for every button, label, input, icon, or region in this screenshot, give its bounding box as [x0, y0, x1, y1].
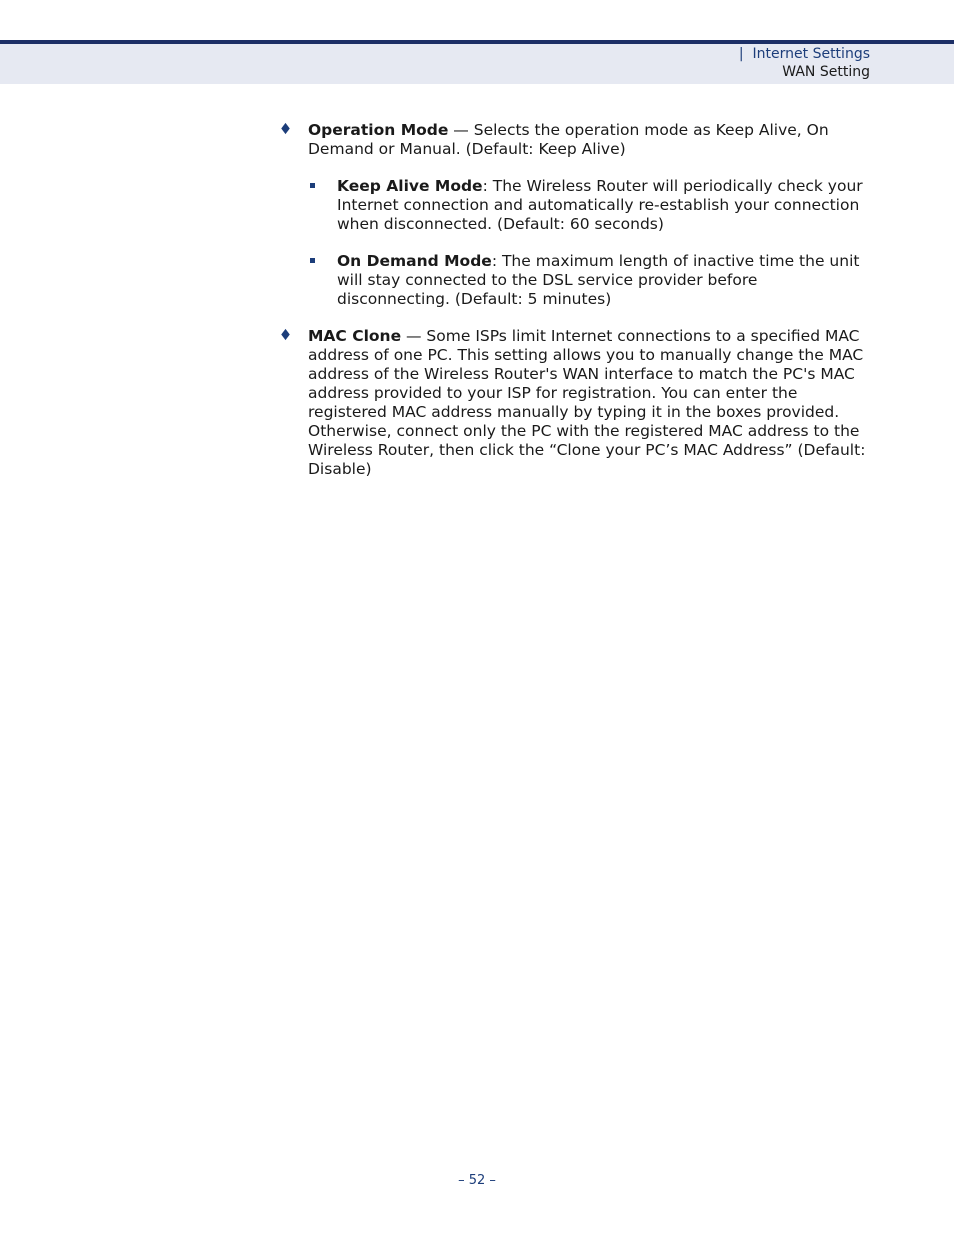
subitem-text: : The Wireless Router will periodically check your Internet connection and automatically re-establish your connection when disconnected. (Default: 60 seconds) [337, 177, 863, 233]
header-pipe: | [738, 46, 744, 62]
sublist-item-keep-alive [281, 177, 871, 234]
diamond-bullet-icon [281, 329, 290, 340]
sublist-item-on-demand [281, 252, 871, 309]
list-item-operation-mode [281, 121, 871, 159]
square-bullet-icon [310, 183, 315, 188]
subitem-text: : The maximum length of inactive time the unit will stay connected to the DSL service provider before disconnecting. (Default: 5 minutes) [337, 252, 860, 308]
running-header [739, 45, 870, 81]
item-term: Operation Mode [308, 121, 449, 139]
item-text: — Selects the operation mode as Keep Alive, On Demand or Manual. (Default: Keep Alive) [308, 121, 829, 158]
page-number: – 52 – [458, 1173, 496, 1188]
main-content [281, 121, 871, 497]
subitem-term: Keep Alive Mode [337, 177, 483, 195]
item-text: — Some ISPs limit Internet connections to a specified MAC address of one PC. This setting allows you to manually change the MAC address of the Wireless Router's WAN interface to match the PC's MAC address provided to your ISP for registration. You can enter the registered MAC address manually by typing it in the boxes provided. Otherwise, connect only the PC with the registered MAC address to the Wireless Router, then click the “Clone your PC’s MAC Address” (Default: Disable) [308, 327, 866, 478]
list-item-mac-clone [281, 327, 871, 479]
subitem-term: On Demand Mode [337, 252, 492, 270]
item-term: MAC Clone [308, 327, 402, 345]
diamond-bullet-icon [281, 123, 290, 134]
header-section-title: Internet Settings [752, 46, 870, 62]
header-subsection: WAN Setting [782, 64, 870, 80]
header-section [739, 45, 870, 63]
square-bullet-icon [310, 258, 315, 263]
